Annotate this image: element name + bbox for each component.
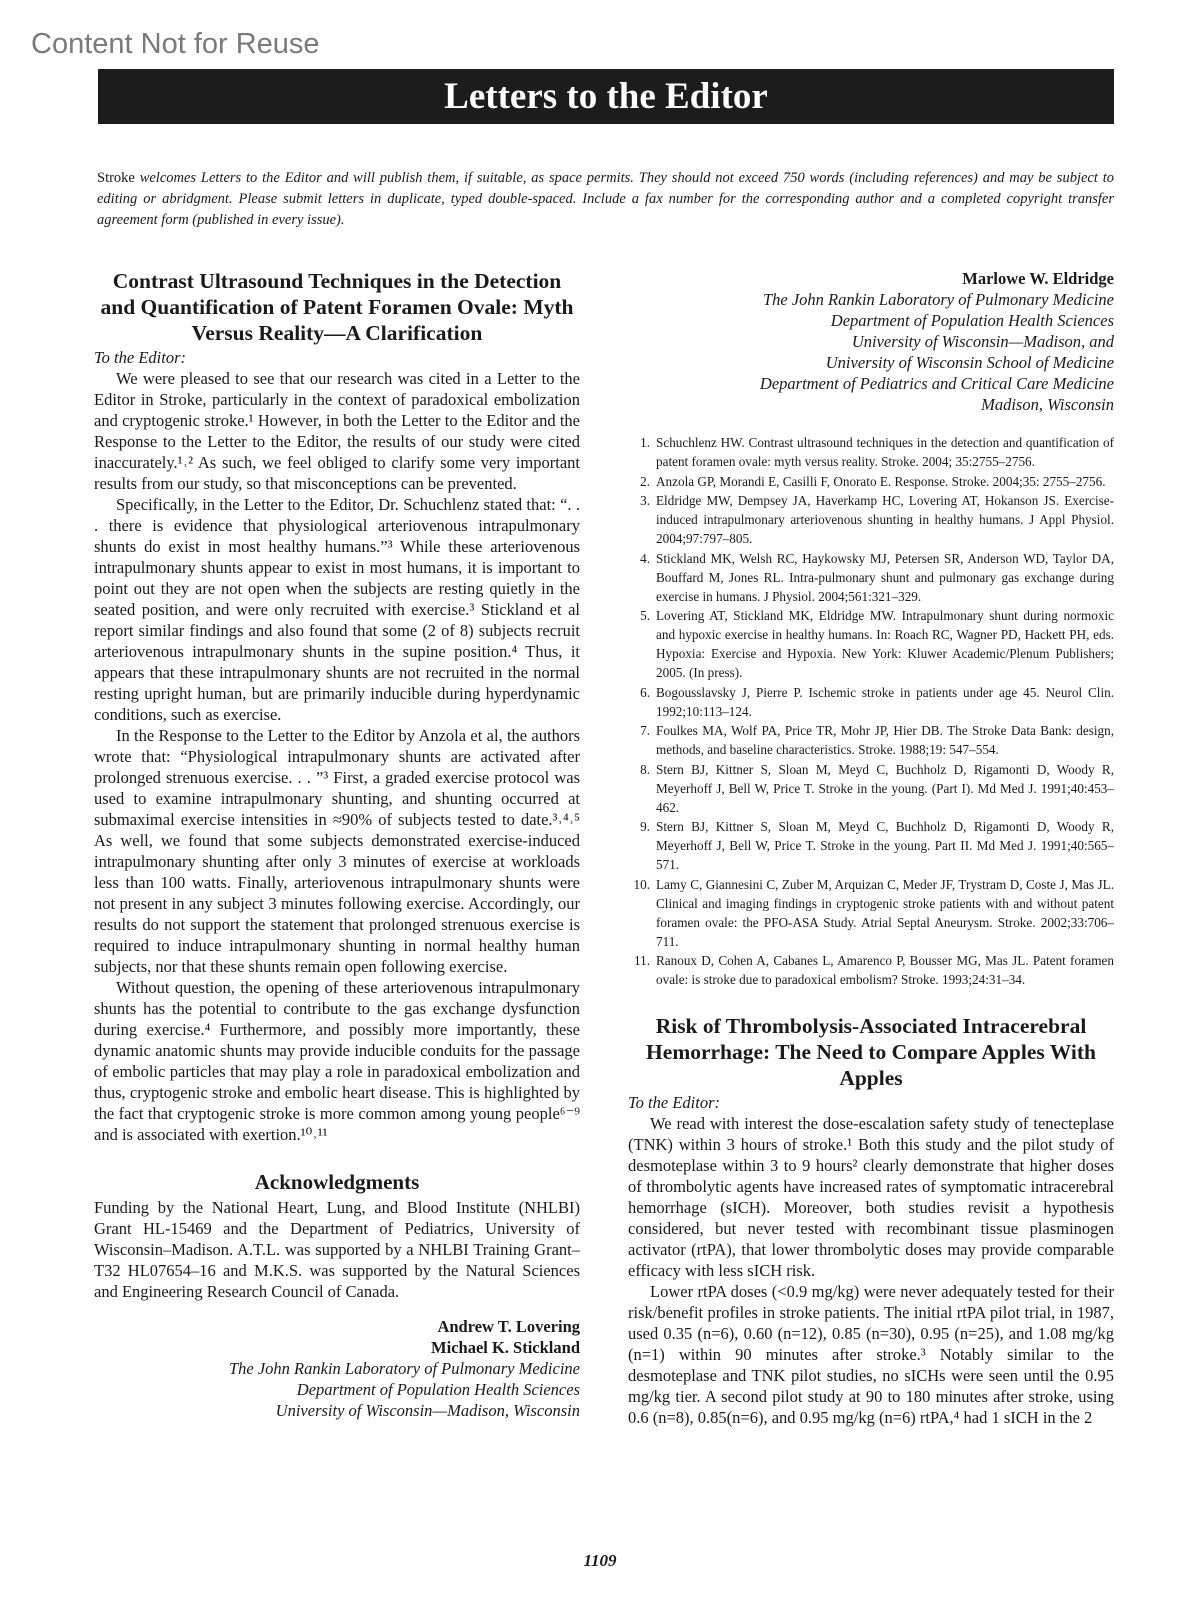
acknowledgments-text: Funding by the National Heart, Lung, and Blood Institute (NHLBI) Grant HL-15469 and the Department of Pediatrics, University of Wisconsin–Madison. A.T.L. was supported by a NHLBI Training Grant–T32 HL07654–16 and M.K.S. was supported by the Natural Sciences and Engineering Research Council of Canada. [94, 1198, 580, 1301]
letter2-salutation: To the Editor: [628, 1093, 720, 1112]
letter1-paragraph: We were pleased to see that our research was cited in a Letter to the Editor in Stroke, particularly in the context of paradoxical embolization and cryptogenic stroke.¹ However, in both the Letter to the Editor and the Response to the Letter to the Editor, the results of our study were cited inaccurately.¹˒² As such, we feel obliged to clarify some very important results from our study, so that misconceptions can be prevented. [94, 369, 580, 493]
letter2-paragraph: We read with interest the dose-escalation safety study of tenecteplase (TNK) within 3 hours of stroke.¹ Both this study and the pilot study of desmoteplase within 3 to 9 hours² clearly demonstrate that higher doses of thrombolytic agents have increased rates of symptomatic intracerebral hemorrhage (sICH). Moreover, both studies revisit a hypothesis considered, but never tested with recombinant tissue plasminogen activator (rtPA), that lower thrombolytic doses may provide comparable efficacy with less sICH risk. [628, 1114, 1114, 1280]
reference-item: 2. Anzola GP, Morandi E, Casilli F, Onorato E. Response. Stroke. 2004;35: 2755–2756. [640, 473, 1106, 489]
reference-item: 4. Stickland MK, Welsh RC, Haykowsky MJ, Petersen SR, Anderson WD, Taylor DA, Bouffard M, Jones RL. Intra-pulmonary shunt and pulmonary gas exchange during exercise in humans. J Physiol. 2004;561:321–329. [640, 550, 1114, 604]
page-number: 1109 [583, 1551, 617, 1570]
reference-item: 10. Lamy C, Giannesini C, Zuber M, Arquizan C, Meder JF, Trystram D, Coste J, Mas JL. Clinical and imaging findings in cryptogenic stroke patients with and without patent foramen ovale: the PFO-ASA Study. Atrial Septal Aneurysm. Stroke. 2002;33:706–711. [633, 876, 1114, 949]
reference-item: 6. Bogousslavsky J, Pierre P. Ischemic stroke in patients under age 45. Neurol Clin. 1992;10:113–124. [640, 684, 1114, 719]
reference-item: 7. Foulkes MA, Wolf PA, Price TR, Mohr JP, Hier DB. The Stroke Data Bank: design, methods, and baseline characteristics. Stroke. 1988;19: 547–554. [640, 723, 1114, 757]
reference-list [628, 433, 1114, 989]
reference-item: 8. Stern BJ, Kittner S, Sloan M, Meyd C, Buchholz D, Rigamonti D, Woody R, Meyerhoff J, Bell W, Price T. Stroke in the young. (Part I). Md Med J. 1991;40:453–462. [640, 761, 1114, 815]
reference-item: 1. Schuchlenz HW. Contrast ultrasound techniques in the detection and quantification of patent foramen ovale: myth versus reality. Stroke. 2004; 35:2755–2756. [640, 435, 1114, 469]
intro-text: welcomes Letters to the Editor and will publish them, if suitable, as space permits. They should not exceed 750 words (including references) and may be subject to editing or abridgment. Please submit letters in duplicate, typed double-spaced. Include a fax number for the corresponding author and a completed copyright transfer agreement form (published in every issue). [97, 170, 1114, 228]
letter1-paragraph: Specifically, in the Letter to the Editor, Dr. Schuchlenz stated that: “. . . there is evidence that physiological arteriovenous intrapulmonary shunts do exist in most healthy humans.”³ While these arteriovenous intrapulmonary shunts appear to exist in most humans, it is important to point out they are not open when the subjects are resting quietly in the seated position, and were only recruited with exercise.³ Stickland et al report similar findings and also found that some (2 of 8) subjects recruit arteriovenous intrapulmonary shunts in the supine position.⁴ Thus, it appears that these intrapulmonary shunts are not recruited in the normal resting upright human, but are primarily inducible during hyperdynamic conditions, such as exercise. [94, 495, 580, 724]
letter1-signature [94, 1316, 580, 1421]
author-affiliation: Department of Population Health Sciences [830, 311, 1114, 330]
right-column [628, 268, 1114, 1428]
left-column [94, 268, 580, 1421]
author-affiliation: University of Wisconsin—Madison, Wisconsin [275, 1401, 580, 1420]
letter1-paragraph: In the Response to the Letter to the Editor by Anzola et al, the authors wrote that: “Physiological intrapulmonary shunts are activated after prolonged strenuous exercise. . . ”³ First, a graded exercise protocol was used to examine intrapulmonary shunting, and shunting occurred at submaximal exercise intensities in ≈90% of subjects tested to date.³˒⁴˒⁵ As well, we found that some subjects demonstrated exercise-induced intrapulmonary shunting after only 3 minutes of exercise at workloads less than 100 watts. Finally, arteriovenous intrapulmonary shunts were not present in any subject 3 minutes following exercise. Accordingly, our results do not support the statement that prolonged strenuous exercise is required to induce intrapulmonary shunting in normal healthy human subjects, nor that these shunts remain open following exercise. [94, 726, 580, 976]
section-banner: Letters to the Editor [98, 69, 1114, 124]
letter2-title: Risk of Thrombolysis-Associated Intracerebral Hemorrhage: The Need to Compare Apples With Apples [646, 1014, 1096, 1090]
author-affiliation: The John Rankin Laboratory of Pulmonary Medicine [228, 1359, 580, 1378]
letter1-signature-continued [628, 268, 1114, 415]
reference-item: 3. Eldridge MW, Dempsey JA, Haverkamp HC, Lovering AT, Hokanson JS. Exercise-induced intrapulmonary arteriovenous shunting in healthy humans. J Appl Physiol. 2004;97:797–805. [640, 493, 1114, 546]
letter1-paragraph: Without question, the opening of these arteriovenous intrapulmonary shunts has the potential to contribute to the gas exchange dysfunction during exercise.⁴ Furthermore, and possibly more importantly, these dynamic anatomic shunts may provide inducible conduits for the passage of embolic particles that may play a role in paradoxical embolization and thus, cryptogenic stroke and embolic heart disease. This is highlighted by the fact that cryptogenic stroke is more common among young people⁶⁻⁹ and is associated with exertion.¹⁰˒¹¹ [94, 978, 580, 1144]
author-affiliation: University of Wisconsin—Madison, and [851, 332, 1114, 351]
author-affiliation: The John Rankin Laboratory of Pulmonary Medicine [762, 290, 1114, 309]
reference-item: 11. Ranoux D, Cohen A, Cabanes L, Amarenco P, Bousser MG, Mas JL. Patent foramen ovale: is stroke due to paradoxical embolism? Stroke. 1993;24:31–34. [634, 953, 1114, 987]
author-affiliation: Madison, Wisconsin [981, 395, 1114, 414]
author-affiliation: Department of Pediatrics and Critical Care Medicine [759, 374, 1114, 393]
letter1-salutation: To the Editor: [94, 348, 186, 367]
letter1-title: Contrast Ultrasound Techniques in the Detection and Quantification of Patent Foramen Ovale: Myth Versus Reality—A Clarification [100, 269, 574, 345]
acknowledgments-heading: Acknowledgments [254, 1170, 420, 1194]
author-affiliation: University of Wisconsin School of Medicine [825, 353, 1114, 372]
author-name: Michael K. Stickland [431, 1338, 580, 1357]
watermark: Content Not for Reuse [31, 28, 320, 60]
reference-item: 5. Lovering AT, Stickland MK, Eldridge MW. Intrapulmonary shunt during normoxic and hypoxic exercise in healthy humans. In: Roach RC, Wagner PD, Hackett PH, eds. Hypoxia: Exercise and Hypoxia. New York: Kluwer Academic/Plenum Publishers; 2005. (In press). [640, 608, 1114, 680]
letter2-paragraph: Lower rtPA doses (<0.9 mg/kg) were never adequately tested for their risk/benefit profiles in stroke patients. The initial rtPA pilot trial, in 1987, used 0.35 (n=6), 0.60 (n=12), 0.85 (n=30), 0.95 (n=25), and 1.08 mg/kg (n=1) within 90 minutes after stroke.³ Notably similar to the desmoteplase and TNK pilot studies, no sICHs were seen until the 0.95 mg/kg tier. A second pilot study at 90 to 180 minutes after stroke, using 0.6 (n=8), 0.85(n=6), and 0.95 mg/kg (n=6) rtPA,⁴ had 1 sICH in the 2 [628, 1282, 1114, 1427]
author-name: Andrew T. Lovering [437, 1317, 580, 1336]
reference-item: 9. Stern BJ, Kittner S, Sloan M, Meyd C, Buchholz D, Rigamonti D, Woody R, Meyerhoff J, Bell W, Price T. Stroke in the young. Part II. Md Med J. 1991;40:565–571. [640, 819, 1114, 872]
author-name: Marlowe W. Eldridge [962, 269, 1114, 288]
intro-journal-name: Stroke [97, 170, 135, 186]
intro-note [97, 168, 1114, 231]
author-affiliation: Department of Population Health Sciences [296, 1380, 580, 1399]
